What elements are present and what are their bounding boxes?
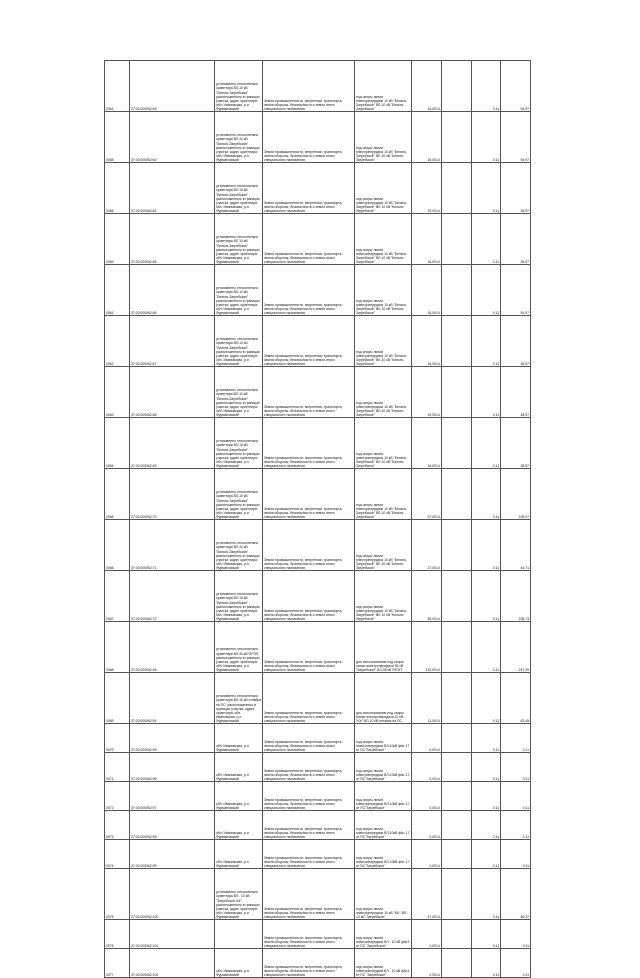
- area-value: 16,0014: [412, 265, 442, 316]
- area-value: 16,0014: [412, 418, 442, 469]
- land-category: Земли промышленности, энергетики, транспорта, земли обороны, безопасности и земли иного специального назначения: [263, 469, 355, 520]
- value-col-3: 44,71: [501, 520, 531, 571]
- cadastral-number: 37:02:000062:102: [130, 949, 215, 978]
- row-number: 0065: [105, 112, 130, 163]
- value-col-2: 2,11: [471, 840, 501, 869]
- land-category: Земли промышленности, энергетики, транспорта, земли обороны, безопасности и земли иного специального назначения: [263, 61, 355, 112]
- row-number: 0069: [105, 214, 130, 265]
- value-col-2: 0,11: [471, 673, 501, 724]
- value-col-3: 247,29: [501, 622, 531, 673]
- table-row: [105, 214, 531, 265]
- table-body: [105, 61, 531, 978]
- cadastral-number: 37:02:000062:66: [130, 265, 215, 316]
- row-number: 0071: [105, 753, 130, 782]
- area-value: 19,0014: [412, 163, 442, 214]
- permitted-use: под опоры линии электропередачи 10 кВ "Бельтя-Загребское" ВЛ-10 кВ "Бельтя-Загребское": [355, 163, 412, 214]
- cadastral-number: 37:02:000062:70: [130, 469, 215, 520]
- land-category: Земли промышленности, энергетики, транспорта, земли обороны, безопасности и земли иного специального назначения: [263, 753, 355, 782]
- cadastre-sheet: [104, 60, 531, 978]
- area-value: 57,0014: [412, 469, 442, 520]
- location-description: обл. Ивановская, р-н Фурмановский: [215, 811, 263, 840]
- value-col-1: [441, 367, 471, 418]
- location-description: обл. Ивановская, р-н Фурмановский: [215, 840, 263, 869]
- table-row: [105, 622, 531, 673]
- land-category: Земли промышленности, энергетики, транспорта, земли обороны, безопасности и земли иного специального назначения: [263, 214, 355, 265]
- value-col-3: 108,73: [501, 571, 531, 622]
- land-category: Земли промышленности, энергетики, транспорта, земли обороны, безопасности и земли иного специального назначения: [263, 782, 355, 811]
- table-row: [105, 753, 531, 782]
- row-number: 0073: [105, 811, 130, 840]
- permitted-use: под опоры линии электропередачи ВЛ-10кВ ф№ 17 от ПС"Загребское": [355, 753, 412, 782]
- table-row: [105, 418, 531, 469]
- table-row: [105, 724, 531, 753]
- cadastral-number: 37:02:000062:65: [130, 214, 215, 265]
- table-row: [105, 316, 531, 367]
- row-number: 0077: [105, 949, 130, 978]
- value-col-3: 0,11: [501, 753, 531, 782]
- land-category: Земли промышленности, энергетики, транспорта, земли обороны, безопасности и земли иного специального назначения: [263, 673, 355, 724]
- permitted-use: под опоры линии электропередачи 10 кВ "Бельтя-Загребское" ВЛ-10 кВ "Бельтя-Загребское": [355, 265, 412, 316]
- row-number: 0063: [105, 367, 130, 418]
- permitted-use: под опоры линии электропередачи 10 кВ "Бельтя-Загребское" ВЛ-10 кВ "Бельтя-Загребское": [355, 316, 412, 367]
- area-value: 16,0014: [412, 112, 442, 163]
- location-description: установлено относительно ориентира ВЛ-10 кВ "Бельтя-Загребское" расположенного в границах участка, адрес ориентира: обл. Ивановская, р-н Фурмановский: [215, 112, 263, 163]
- cadastral-number: 37:02:000062:95: [130, 724, 215, 753]
- land-category: Земли промышленности, энергетики, транспорта, земли обороны, безопасности и земли иного специального назначения: [263, 367, 355, 418]
- land-category: Земли промышленности, энергетики, транспорта, земли обороны, безопасности и земли иного специального назначения: [263, 920, 355, 949]
- row-number: 0075: [105, 869, 130, 920]
- location-description: обл. Ивановская, р-н Фурмановский: [215, 753, 263, 782]
- value-col-2: 0,11: [471, 265, 501, 316]
- row-number: 0066: [105, 520, 130, 571]
- location-description: установлено относительно ориентира ВЛ - 10 кВ "Загребское-Юг", расположенного в границах участка, адрес ориентира: обл. Ивановская, р-н Фурмановский: [215, 869, 263, 920]
- table-row: [105, 840, 531, 869]
- value-col-3: 28,97: [501, 163, 531, 214]
- value-col-2: 2,11: [471, 214, 501, 265]
- value-col-3: 0,11: [501, 920, 531, 949]
- permitted-use: под опоры линии электропередачи 10 кВ "Бельтя-Загребское" ВЛ-10 кВ "Бельтя-Загребское": [355, 469, 412, 520]
- permitted-use: для использования под опоры линии электропередачи 35 кВ "Загребское" ВЛ-35 кВ ОРЭП: [355, 622, 412, 673]
- permitted-use: под опоры линии электропередачи ВЛ - 10 кВ ф№1 от ПС "Загребское": [355, 920, 412, 949]
- value-col-2: 2,11: [471, 811, 501, 840]
- row-number: 0064: [105, 418, 130, 469]
- value-col-1: [441, 782, 471, 811]
- permitted-use: под опоры линии электропередачи 10 кВ "Бельтя-Загребское" ВЛ-10 кВ "Бельтя-Загребское": [355, 520, 412, 571]
- permitted-use: под опоры линии электропередачи 10 кВ "Бельтя-Загребское" ВЛ-10 кВ "Бельтя-Загребское": [355, 571, 412, 622]
- area-value: 47,0014: [412, 869, 442, 920]
- cadastral-number: 37:02:000062:96: [130, 753, 215, 782]
- permitted-use: под опоры линии электропередачи 10 кВ "Бельтя-Загребское" ВЛ-10 кВ "Бельтя-Загребское": [355, 418, 412, 469]
- value-col-2: 0,11: [471, 920, 501, 949]
- land-category: Земли промышленности, энергетики, транспорта, земли обороны, безопасности и земли иного специального назначения: [263, 869, 355, 920]
- value-col-3: 0,11: [501, 840, 531, 869]
- value-col-2: 0,11: [471, 571, 501, 622]
- row-number: 0068: [105, 622, 130, 673]
- land-category: Земли промышленности, энергетики, транспорта, земли обороны, безопасности и земли иного специального назначения: [263, 265, 355, 316]
- permitted-use: под опоры линии электропередачи ВЛ-10кВ ф№ 17 от ПС"Загребское": [355, 782, 412, 811]
- location-description: установлено относительно ориентира ВЛ-10 кВ "Бельтя-Загребское" расположенного в границах участка, адрес ориентира: обл. Ивановская, р-н Фурмановский: [215, 316, 263, 367]
- value-col-2: 0,11: [471, 112, 501, 163]
- value-col-2: 0,11: [471, 163, 501, 214]
- table-row: [105, 869, 531, 920]
- value-col-3: 56,37: [501, 869, 531, 920]
- row-number: 0061: [105, 265, 130, 316]
- cadastral-number: 37:02:000062:98: [130, 811, 215, 840]
- value-col-1: [441, 316, 471, 367]
- table-row: [105, 112, 531, 163]
- area-value: 16,0014: [412, 316, 442, 367]
- value-col-2: 0,11: [471, 782, 501, 811]
- value-col-1: [441, 61, 471, 112]
- value-col-2: 2,11: [471, 622, 501, 673]
- table-row: [105, 673, 531, 724]
- value-col-2: 0,11: [471, 949, 501, 978]
- value-col-2: 0,11: [471, 724, 501, 753]
- location-description: установлено относительно ориентира ВЛ-10 кВ "Бельтя-Загребское" расположенного в границах участка, адрес ориентира: обл. Ивановская, р-н Фурмановский: [215, 163, 263, 214]
- area-value: 16,0014: [412, 214, 442, 265]
- area-value: 0,0014: [412, 782, 442, 811]
- area-value: 0,0014: [412, 949, 442, 978]
- cadastral-number: 37:02:000062:72: [130, 571, 215, 622]
- table-row: [105, 949, 531, 978]
- value-col-3: 94,97: [501, 61, 531, 112]
- value-col-3: 63,45: [501, 673, 531, 724]
- location-description: установлено относительно ориентира ВЛ-10 кВ "Бельтя-Загребское" расположенного в границах участка, адрес ориентира: обл. Ивановская, р-н Фурмановский: [215, 61, 263, 112]
- value-col-1: [441, 869, 471, 920]
- area-value: 130,0014: [412, 622, 442, 673]
- value-col-1: [441, 753, 471, 782]
- row-number: 0067: [105, 571, 130, 622]
- cadastral-number: 37:02:000062:69: [130, 418, 215, 469]
- permitted-use: для использования под опоры линии электропередачи 10 кВ "Юг" ВЛ-10 кВ отпайка на ПС: [355, 673, 412, 724]
- value-col-2: 0,11: [471, 520, 501, 571]
- row-number: 0062: [105, 316, 130, 367]
- table-row: [105, 571, 531, 622]
- location-description: установлено относительно ориентира ВЛ-10 кВ "Бельтя-Загребское" расположенного в границах участка, адрес ориентира: обл. Ивановская, р-н Фурмановский: [215, 520, 263, 571]
- location-description: обл. Ивановская, р-н Фурмановский: [215, 949, 263, 978]
- value-col-3: 94,97: [501, 265, 531, 316]
- value-col-2: 0,11: [471, 316, 501, 367]
- permitted-use: под опоры линии электропередачи 10 кВ "Бельтя-Загребское" ВЛ-10 кВ "Бельтя-Загребское": [355, 112, 412, 163]
- value-col-1: [441, 520, 471, 571]
- land-category: Земли промышленности, энергетики, транспорта, земли обороны, безопасности и земли иного специального назначения: [263, 520, 355, 571]
- land-category: Земли промышленности, энергетики, транспорта, земли обороны, безопасности и земли иного специального назначения: [263, 571, 355, 622]
- value-col-3: 0,11: [501, 811, 531, 840]
- permitted-use: под опоры линии электропередачи 10 кВ "Бельтя-Загребское" ВЛ-10 кВ "Бельтя-Загребское": [355, 214, 412, 265]
- value-col-3: 28,97: [501, 367, 531, 418]
- row-number: 0074: [105, 840, 130, 869]
- cadastral-number: 37:02:000062:99: [130, 840, 215, 869]
- land-category: Земли промышленности, энергетики, транспорта, земли обороны, безопасности и земли иного специального назначения: [263, 840, 355, 869]
- value-col-2: 2,11: [471, 418, 501, 469]
- value-col-2: 0,11: [471, 753, 501, 782]
- row-number: 0069: [105, 673, 130, 724]
- row-number: 0072: [105, 782, 130, 811]
- land-parcels-table: [104, 60, 531, 978]
- cadastral-number: 37:02:000062:60: [130, 112, 215, 163]
- value-col-1: [441, 112, 471, 163]
- permitted-use: под опоры линии электропередачи ВЛ-10кВ ф№ 17 от ПС"Загребское": [355, 724, 412, 753]
- value-col-2: 0,11: [471, 469, 501, 520]
- value-col-2: 0,11: [471, 367, 501, 418]
- land-category: Земли промышленности, энергетики, транспорта, земли обороны, безопасности и земли иного специального назначения: [263, 163, 355, 214]
- table-row: [105, 367, 531, 418]
- value-col-1: [441, 571, 471, 622]
- land-category: Земли промышленности, энергетики, транспорта, земли обороны, безопасности и земли иного специального назначения: [263, 316, 355, 367]
- cadastral-number: 37:02:000062:48: [130, 622, 215, 673]
- value-col-1: [441, 163, 471, 214]
- cadastral-number: 37:02:000062:63: [130, 61, 215, 112]
- cadastral-number: 37:02:000062:100: [130, 869, 215, 920]
- land-category: Земли промышленности, энергетики, транспорта, земли обороны, безопасности и земли иного специального назначения: [263, 724, 355, 753]
- area-value: 0,0014: [412, 724, 442, 753]
- land-category: Земли промышленности, энергетики, транспорта, земли обороны, безопасности и земли иного специального назначения: [263, 811, 355, 840]
- location-description: [215, 920, 263, 949]
- location-description: обл. Ивановская, р-н Фурмановский: [215, 724, 263, 753]
- table-row: [105, 782, 531, 811]
- row-number: 0066: [105, 163, 130, 214]
- table-row: [105, 163, 531, 214]
- table-row: [105, 61, 531, 112]
- value-col-2: 0,11: [471, 61, 501, 112]
- land-category: Земли промышленности, энергетики, транспорта, земли обороны, безопасности и земли иного специального назначения: [263, 112, 355, 163]
- cadastral-number: 37:02:000062:67: [130, 316, 215, 367]
- value-col-1: [441, 469, 471, 520]
- value-col-1: [441, 418, 471, 469]
- area-value: 19,0014: [412, 367, 442, 418]
- table-row: [105, 265, 531, 316]
- permitted-use: под опоры линии электропередачи 10 кВ "Бельтя-Загребское" ВЛ-10 кВ "Бельтя-Загребское": [355, 61, 412, 112]
- location-description: установлено относительно ориентира ВЛ-10 кВ "Бельтя-Загребское" расположенного в границах участка, адрес ориентира: обл. Ивановская, р-н Фурмановский: [215, 469, 263, 520]
- cadastral-number: 37:02:000062:71: [130, 520, 215, 571]
- value-col-1: [441, 622, 471, 673]
- value-col-3: 0,11: [501, 949, 531, 978]
- area-value: 0,0014: [412, 920, 442, 949]
- permitted-use: под опоры линии электропередачи 10 кВ "Юг" ВЛ - 10 кВ "Загребское": [355, 869, 412, 920]
- value-col-1: [441, 214, 471, 265]
- value-col-3: 0,11: [501, 782, 531, 811]
- location-description: установлено относительно ориентира ВЛ-10 кВ "Бельтя-Загребское" расположенного в границах участка, адрес ориентира: обл. Ивановская, р-н Фурмановский: [215, 265, 263, 316]
- value-col-3: 28,97: [501, 418, 531, 469]
- permitted-use: под опоры линии электропередачи ВЛ - 10 кВ ф№1 от ПС "Загребское": [355, 949, 412, 978]
- area-value: 0,0014: [412, 811, 442, 840]
- area-value: 11,0014: [412, 673, 442, 724]
- value-col-1: [441, 724, 471, 753]
- table-row: [105, 520, 531, 571]
- area-value: 16,0014: [412, 61, 442, 112]
- area-value: 0,0014: [412, 840, 442, 869]
- value-col-1: [441, 920, 471, 949]
- value-col-1: [441, 840, 471, 869]
- value-col-1: [441, 949, 471, 978]
- location-description: установлено относительно ориентира ВЛ-10 кВ "Бельтя-Загребское" расположенного в границах участка, адрес ориентира: обл. Ивановская, р-н Фурмановский: [215, 418, 263, 469]
- table-row: [105, 469, 531, 520]
- location-description: установлено относительно ориентира ВЛ-10 кВ "Бельтя-Загребское" расположенного в границах участка, адрес ориентира: обл. Ивановская, р-н Фурмановский: [215, 367, 263, 418]
- cadastral-number: 37:02:000062:64: [130, 163, 215, 214]
- area-value: 0,0014: [412, 753, 442, 782]
- row-number: 0061: [105, 61, 130, 112]
- permitted-use: под опоры линии электропередачи 10 кВ "Бельтя-Загребское" ВЛ-10 кВ "Бельтя-Загребское": [355, 367, 412, 418]
- value-col-1: [441, 811, 471, 840]
- permitted-use: под опоры линии электропередачи ВЛ-10кВ ф№ 17 от ПС"Загребское": [355, 840, 412, 869]
- value-col-3: 0,11: [501, 724, 531, 753]
- location-description: установлено относительно ориентира ВЛ-10 кВ "Бельтя-Загребское" расположенного в границах участка, адрес ориентира: обл. Ивановская, р-н Фурмановский: [215, 571, 263, 622]
- value-col-3: 28,97: [501, 214, 531, 265]
- area-value: 27,0014: [412, 520, 442, 571]
- value-col-1: [441, 265, 471, 316]
- location-description: установлено относительно ориентира ВЛ-35 кВ ОРЭП, расположенного в границах участка, адрес ориентира: обл. Ивановская, р-н Фурмановский: [215, 622, 263, 673]
- cadastral-number: 37:02:000062:97: [130, 782, 215, 811]
- land-category: Земли промышленности, энергетики, транспорта, земли обороны, безопасности и земли иного специального назначения: [263, 949, 355, 978]
- permitted-use: под опоры линии электропередачи ВЛ-10кВ ф№ 17 от ПС"Загребское": [355, 811, 412, 840]
- location-description: обл. Ивановская, р-н Фурмановский: [215, 782, 263, 811]
- land-category: Земли промышленности, энергетики, транспорта, земли обороны, безопасности и земли иного специального назначения: [263, 622, 355, 673]
- location-description: установлено относительно ориентира ВЛ-10 кВ "Бельтя-Загребское" расположенного в границах участка, адрес ориентира: обл. Ивановская, р-н Фурмановский: [215, 214, 263, 265]
- value-col-3: 94,97: [501, 112, 531, 163]
- area-value: 55,0014: [412, 571, 442, 622]
- cadastral-number: 37:02:000062:101: [130, 920, 215, 949]
- table-row: [105, 811, 531, 840]
- value-col-3: 28,97: [501, 316, 531, 367]
- value-col-2: 0,11: [471, 869, 501, 920]
- row-number: 0076: [105, 920, 130, 949]
- row-number: 0065: [105, 469, 130, 520]
- table-row: [105, 920, 531, 949]
- row-number: 0070: [105, 724, 130, 753]
- value-col-3: 105,47: [501, 469, 531, 520]
- land-category: Земли промышленности, энергетики, транспорта, земли обороны, безопасности и земли иного специального назначения: [263, 418, 355, 469]
- value-col-1: [441, 673, 471, 724]
- cadastral-number: 37:02:000062:54: [130, 673, 215, 724]
- location-description: установлено относительно ориентира ВЛ-10 кВ отпайка на ПС, расположенного в границах участка, адрес ориентира: обл. Ивановская, р-н Фурмановский: [215, 673, 263, 724]
- cadastral-number: 37:02:000062:68: [130, 367, 215, 418]
